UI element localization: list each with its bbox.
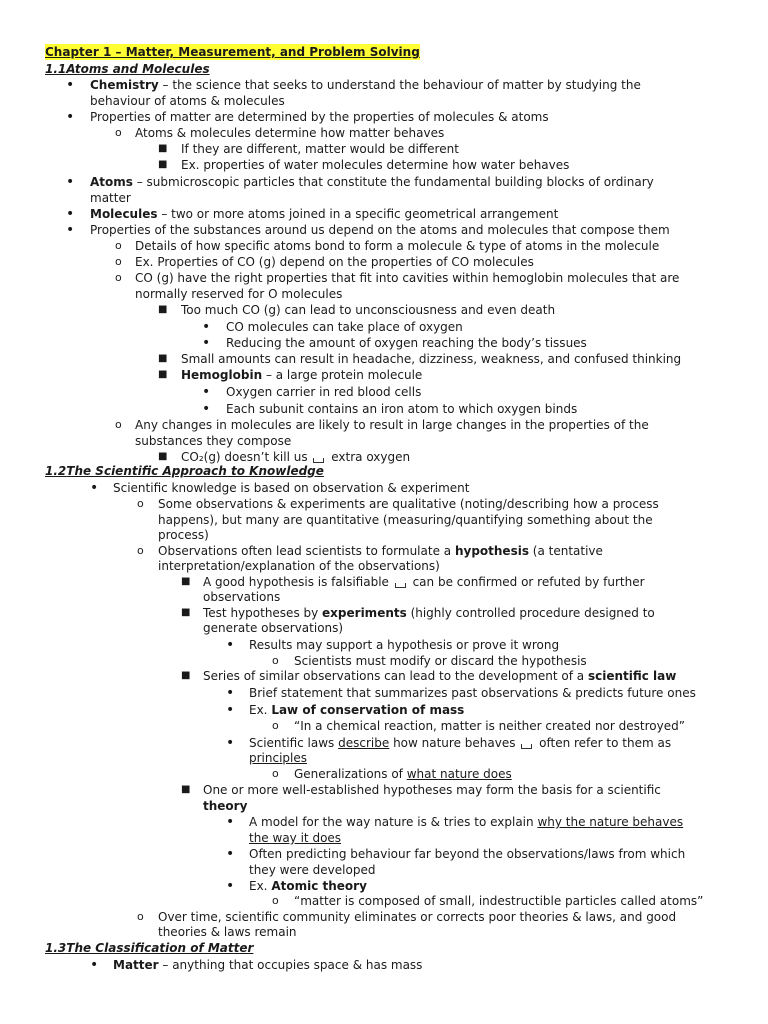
bullet-square-icon: ■: [181, 576, 191, 587]
arrow-icon: [395, 583, 406, 588]
list-item: Test hypotheses by experiments (highly controlled procedure designed to: [203, 606, 655, 620]
bullet-circle-icon: o: [137, 910, 144, 923]
list-item-cont: substances they compose: [135, 434, 292, 448]
bullet-square-icon: ■: [158, 143, 168, 154]
bullet-square-icon: ■: [181, 784, 191, 795]
list-item-cont: generate observations): [203, 621, 344, 635]
list-item: Ex. Atomic theory: [249, 879, 367, 893]
bullet-circle-icon: o: [272, 767, 279, 780]
list-item-cont: normally reserved for O molecules: [135, 287, 343, 301]
list-item: Too much CO (g) can lead to unconsciousness and even death: [181, 303, 556, 317]
bullet-dot-icon: •: [202, 335, 211, 351]
bullet-circle-icon: o: [137, 497, 144, 510]
list-item-cont: they were developed: [249, 863, 376, 877]
list-item: Scientific knowledge is based on observation & experiment: [113, 481, 470, 495]
list-item: Atoms & molecules determine how matter behaves: [135, 126, 445, 140]
list-item: CO molecules can take place of oxygen: [226, 320, 463, 334]
list-item: CO (g) have the right properties that fit into cavities within hemoglobin molecules that are: [135, 271, 680, 285]
bullet-circle-icon: o: [115, 271, 122, 284]
list-item: Chemistry – the science that seeks to understand the behaviour of matter by studying the: [90, 78, 641, 92]
list-item: Properties of matter are determined by the properties of molecules & atoms: [90, 110, 549, 124]
list-item-cont: principles: [249, 751, 308, 765]
list-item: Any changes in molecules are likely to result in large changes in the properties of the: [135, 418, 649, 432]
list-item: Ex. Law of conservation of mass: [249, 703, 465, 717]
list-item: Molecules – two or more atoms joined in a specific geometrical arrangement: [90, 207, 559, 221]
bullet-circle-icon: o: [115, 255, 122, 268]
list-item: Hemoglobin – a large protein molecule: [181, 368, 423, 382]
list-item: “In a chemical reaction, matter is neither created nor destroyed”: [294, 719, 685, 733]
list-item: Often predicting behaviour far beyond the observations/laws from which: [249, 847, 686, 861]
list-item: Some observations & experiments are qualitative (noting/describing how a process: [158, 497, 659, 511]
bullet-dot-icon: •: [226, 846, 235, 862]
list-item: One or more well-established hypotheses may form the basis for a scientific: [203, 783, 661, 797]
section-heading-1-3: 1.3The Classification of Matter: [45, 941, 254, 955]
bullet-circle-icon: o: [272, 719, 279, 732]
bullet-square-icon: ■: [181, 607, 191, 618]
list-item: Small amounts can result in headache, dizziness, weakness, and confused thinking: [181, 352, 682, 366]
list-item-cont: behaviour of atoms & molecules: [90, 94, 285, 108]
bullet-dot-icon: •: [202, 401, 211, 417]
list-item: Ex. Properties of CO (g) depend on the properties of CO molecules: [135, 255, 534, 269]
bullet-square-icon: ■: [158, 451, 168, 462]
list-item-cont: interpretation/explanation of the observations): [158, 559, 440, 573]
bullet-dot-icon: •: [66, 206, 75, 222]
bullet-dot-icon: •: [226, 735, 235, 751]
list-item-cont: observations: [203, 590, 281, 604]
bullet-square-icon: ■: [158, 369, 168, 380]
bullet-dot-icon: •: [90, 480, 99, 496]
list-item: If they are different, matter would be different: [181, 142, 459, 156]
bullet-circle-icon: o: [272, 894, 279, 907]
list-item: Each subunit contains an iron atom to which oxygen binds: [226, 402, 578, 416]
list-item: A good hypothesis is falsifiable can be confirmed or refuted by further: [203, 575, 645, 589]
list-item: A model for the way nature is & tries to explain why the nature behaves: [249, 815, 684, 829]
bullet-circle-icon: o: [137, 544, 144, 557]
bullet-square-icon: ■: [158, 159, 168, 170]
list-item: Brief statement that summarizes past observations & predicts future ones: [249, 686, 696, 700]
list-item-cont: matter: [90, 191, 131, 205]
list-item: “matter is composed of small, indestructible particles called atoms”: [294, 894, 704, 908]
bullet-dot-icon: •: [226, 814, 235, 830]
list-item: Scientists must modify or discard the hypothesis: [294, 654, 587, 668]
list-item: Scientific laws describe how nature behaves often refer to them as: [249, 736, 672, 750]
list-item-cont: theory: [203, 799, 248, 813]
list-item-cont: process): [158, 528, 209, 542]
bullet-dot-icon: •: [202, 319, 211, 335]
bullet-dot-icon: •: [226, 637, 235, 653]
bullet-dot-icon: •: [66, 109, 75, 125]
section-heading-1-1: 1.1Atoms and Molecules: [45, 62, 210, 76]
bullet-circle-icon: o: [115, 126, 122, 139]
list-item: Atoms – submicroscopic particles that constitute the fundamental building blocks of ordinary: [90, 175, 654, 189]
bullet-circle-icon: o: [115, 418, 122, 431]
list-item: Generalizations of what nature does: [294, 767, 512, 781]
bullet-dot-icon: •: [226, 702, 235, 718]
list-item-cont: happens), but many are quantitative (measuring/quantifying something about the: [158, 513, 653, 527]
list-item: Results may support a hypothesis or prove it wrong: [249, 638, 560, 652]
list-item: Oxygen carrier in red blood cells: [226, 385, 422, 399]
list-item-cont: the way it does: [249, 831, 342, 845]
bullet-dot-icon: •: [66, 174, 75, 190]
list-item: Reducing the amount of oxygen reaching the body’s tissues: [226, 336, 587, 350]
bullet-circle-icon: o: [115, 239, 122, 252]
list-item: Matter – anything that occupies space & has mass: [113, 958, 423, 972]
list-item: Observations often lead scientists to formulate a hypothesis (a tentative: [158, 544, 603, 558]
bullet-dot-icon: •: [226, 685, 235, 701]
list-item: Ex. properties of water molecules determine how water behaves: [181, 158, 570, 172]
bullet-dot-icon: •: [226, 878, 235, 894]
bullet-circle-icon: o: [272, 654, 279, 667]
arrow-icon: [521, 744, 532, 749]
list-item: Details of how specific atoms bond to form a molecule & type of atoms in the molecule: [135, 239, 660, 253]
bullet-square-icon: ■: [158, 353, 168, 364]
list-item: Over time, scientific community eliminates or corrects poor theories & laws, and good: [158, 910, 677, 924]
bullet-dot-icon: •: [66, 77, 75, 93]
bullet-dot-icon: •: [90, 957, 99, 973]
list-item-cont: theories & laws remain: [158, 925, 297, 939]
bullet-dot-icon: •: [66, 222, 75, 238]
list-item: CO₂(g) doesn’t kill us extra oxygen: [181, 450, 411, 464]
bullet-square-icon: ■: [158, 304, 168, 315]
chapter-title: Chapter 1 – Matter, Measurement, and Problem Solving: [45, 45, 420, 59]
bullet-dot-icon: •: [202, 384, 211, 400]
section-heading-1-2: 1.2The Scientific Approach to Knowledge: [45, 464, 324, 478]
bullet-square-icon: ■: [181, 670, 191, 681]
list-item: Series of similar observations can lead to the development of a scientific law: [203, 669, 677, 683]
list-item: Properties of the substances around us depend on the atoms and molecules that compose them: [90, 223, 670, 237]
